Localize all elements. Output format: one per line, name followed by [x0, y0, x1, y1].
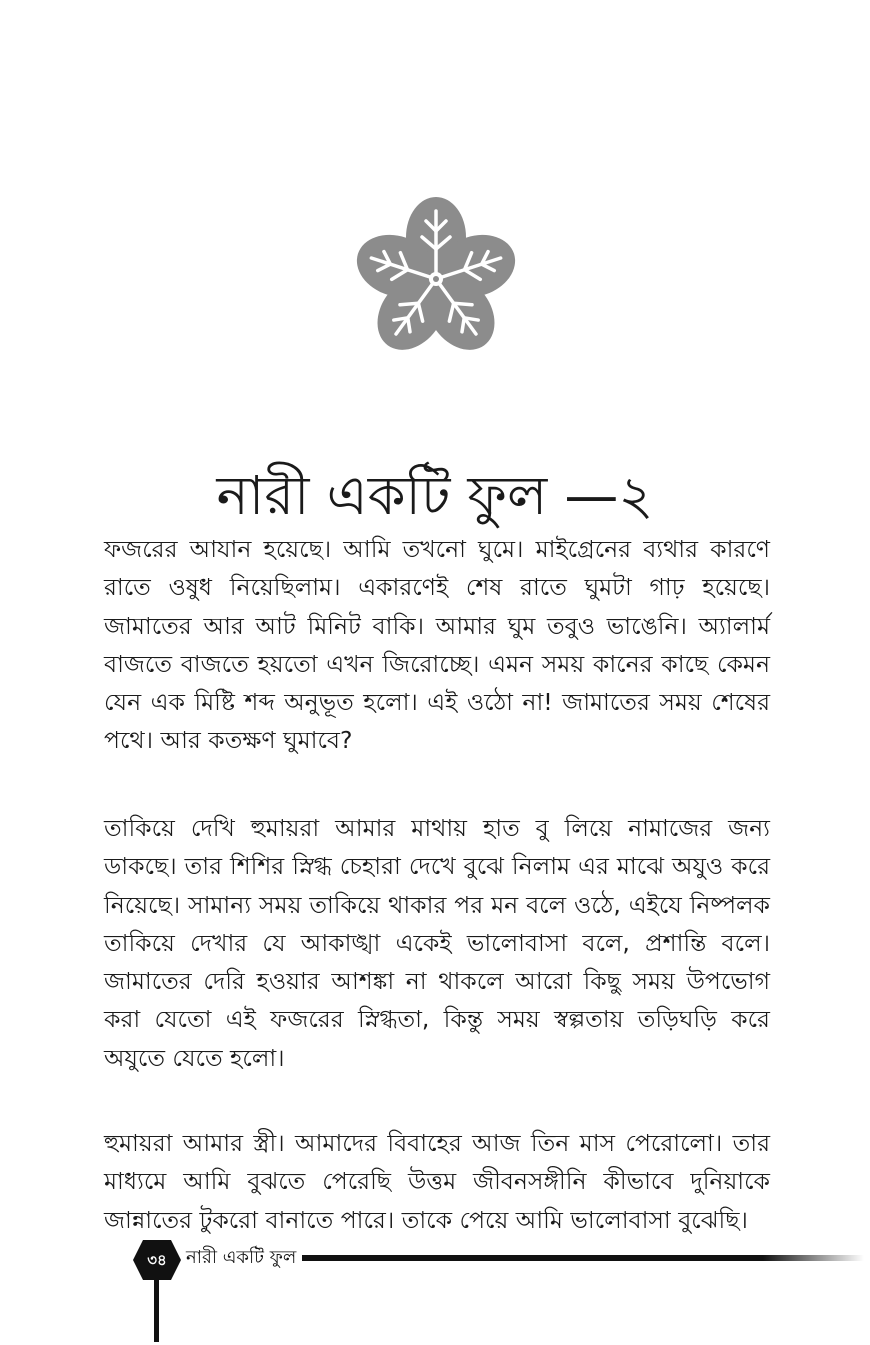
flower-icon — [352, 196, 520, 362]
running-title: নারী একটি ফুল — [186, 1247, 297, 1268]
paragraph-2: তাকিয়ে দেখি হুমায়রা আমার মাথায় হাত বু লিয়ে নামাজের জন্য ডাকছে। তার শিশির স্নিগ্ধ চেহারা দেখে বুঝে নিলাম এর মাঝে অযুও করে নিয়েছে। সামান্য সময় তাকিয়ে থাকার পর মন বলে ওঠে, এইযে নিষ্পলক তাকিয়ে দেখার যে আকাঙ্খা একেই ভালোবাসা বলে, প্রশান্তি বলে। জামাতের দেরি হওয়ার আশঙ্কা না থাকলে আরো কিছু সময় উপভোগ করা যেতো এই ফজরের স্নিগ্ধতা, কিন্তু সময় স্বল্পতায় তড়িঘড়ি করে অযুতে যেতে হলো। — [104, 814, 770, 1072]
paragraph-3: হুমায়রা আমার স্ত্রী। আমাদের বিবাহের আজ তিন মাস পেরোলো। তার মাধ্যমে আমি বুঝতে পেরেছি উত্তম জীবনসঙ্গীনি কীভাবে দুনিয়াকে জান্নাতের টুকরো বানাতে পারে। তাকে পেয়ে আমি ভালোবাসা বুঝেছি। — [104, 1129, 770, 1234]
page-number: ৩৪ — [147, 1251, 167, 1269]
footer-rule — [302, 1255, 864, 1261]
paragraph-1: ফজরের আযান হয়েছে। আমি তখনো ঘুমে। মাইগ্রেনের ব্যথার কারণে রাতে ওষুধ নিয়েছিলাম। একারণেই শেষ রাতে ঘুমটা গাঢ় হয়েছে। জামাতের আর আট মিনিট বাকি। আমার ঘুম তবুও ভাঙেনি। অ্যালার্ম বাজতে বাজতে হয়তো এখন জিরোচ্ছে। এমন সময় কানের কাছে কেমন যেন এক মিষ্টি শব্দ অনুভূত হলো। এই ওঠো না! জামাতের সময় শেষের পথে। আর কতক্ষণ ঘুমাবে? — [104, 535, 770, 755]
footer-vertical-rule — [154, 1280, 159, 1342]
chapter-title: নারী একটি ফুল —২ — [216, 464, 654, 528]
